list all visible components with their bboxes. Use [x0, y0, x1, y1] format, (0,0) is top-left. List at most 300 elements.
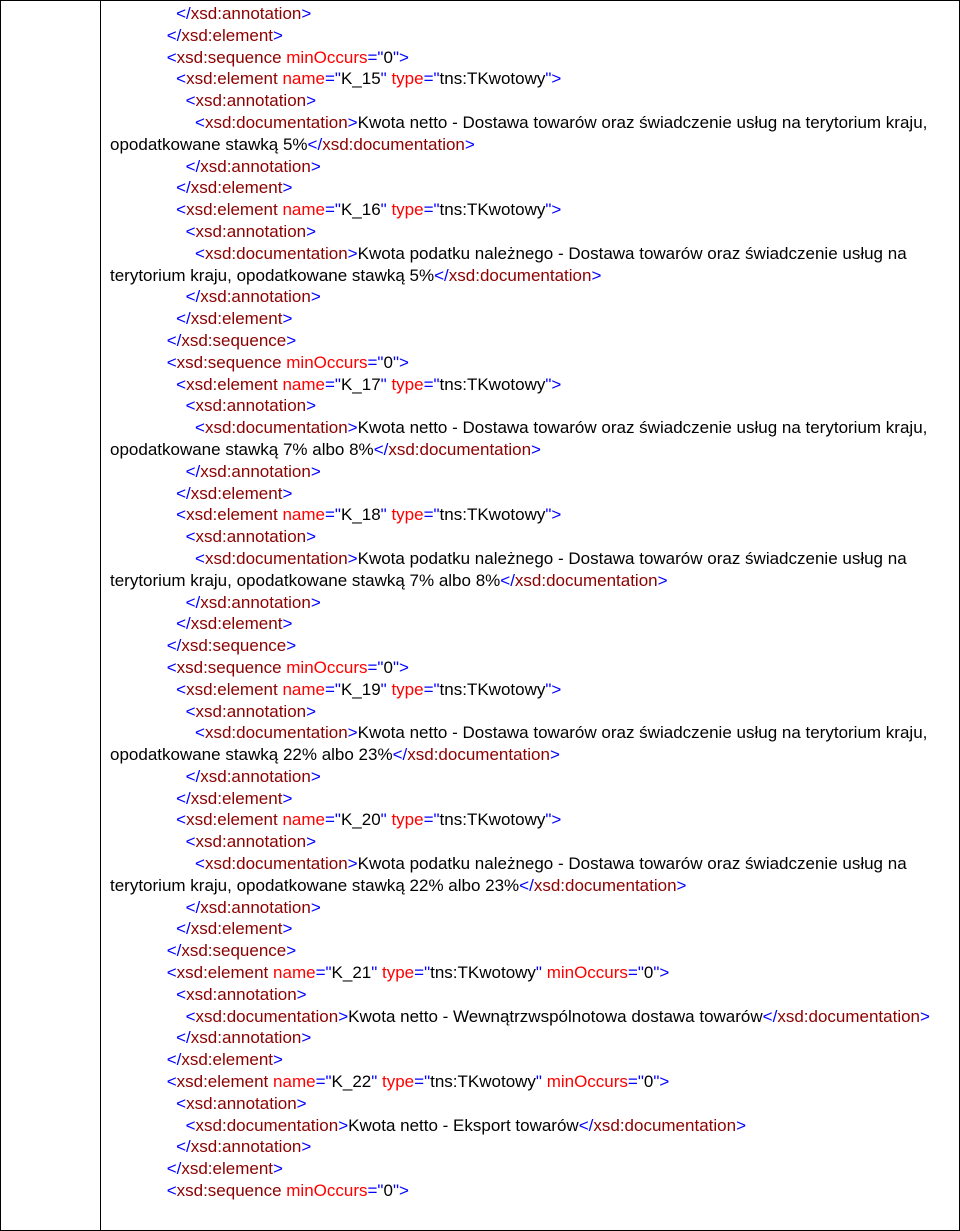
code-token: <: [166, 47, 177, 67]
code-line: [110, 701, 950, 723]
code-token: =": [325, 374, 341, 394]
code-token: xsd:sequence: [176, 1181, 282, 1201]
code-token: </: [185, 592, 201, 612]
code-line: [110, 984, 950, 1006]
code-token: xsd:annotation: [195, 91, 307, 111]
code-token: >: [347, 548, 358, 568]
code-token: ">: [392, 352, 409, 372]
code-token: </: [307, 134, 323, 154]
code-line: [110, 3, 950, 25]
code-token: <: [185, 91, 196, 111]
code-line: [110, 47, 950, 69]
code-token: >: [310, 592, 321, 612]
code-line: [110, 156, 950, 178]
code-token: xsd:documentation: [388, 439, 532, 459]
code-token: xsd:documentation: [195, 1006, 339, 1026]
code-token: ">: [545, 810, 562, 830]
code-token: >: [296, 984, 307, 1004]
code-token: >: [347, 112, 358, 132]
code-token: =": [423, 505, 440, 525]
code-token: minOccurs: [286, 352, 368, 372]
code-token: =": [325, 810, 341, 830]
code-line: [110, 25, 950, 47]
code-line: [110, 1180, 950, 1202]
code-token: ">: [545, 505, 562, 525]
code-token: </: [185, 287, 201, 307]
code-token: <: [176, 984, 187, 1004]
code-token: xsd:element: [190, 919, 283, 939]
code-token: >: [310, 287, 321, 307]
code-line: [110, 504, 950, 526]
code-token: Kwota podatku należnego - Dostawa towarów oraz świadczenie usług na terytorium kraju, opodatkowane stawką 22% albo 23%: [110, 854, 912, 895]
code-token: </: [176, 483, 191, 503]
code-token: xsd:documentation: [407, 745, 550, 765]
code-token: </: [176, 919, 191, 939]
code-token: xsd:annotation: [195, 221, 307, 241]
code-token: <: [185, 701, 196, 721]
code-line: [110, 1136, 950, 1158]
code-line: [110, 199, 950, 221]
code-token: K_16: [340, 200, 381, 220]
code-token: xsd:annotation: [190, 1137, 302, 1157]
code-token: =": [423, 679, 440, 699]
code-line: [110, 352, 950, 374]
code-line: [110, 1093, 950, 1115]
code-token: xsd:documentation: [533, 875, 677, 895]
code-token: >: [310, 897, 321, 917]
code-token: =": [325, 69, 341, 89]
code-token: >: [338, 1006, 349, 1026]
code-token: =": [315, 963, 332, 983]
code-line: [110, 483, 950, 505]
code-token: 0: [383, 1181, 393, 1201]
code-token: xsd:element: [186, 679, 278, 699]
code-token: >: [286, 330, 297, 350]
code-token: xsd:annotation: [195, 701, 307, 721]
code-token: type: [391, 69, 424, 89]
code-token: >: [296, 1093, 307, 1113]
code-token: >: [464, 134, 475, 154]
code-token: </: [166, 636, 182, 656]
code-token: tns:TKwotowy: [439, 374, 546, 394]
code-token: >: [282, 178, 293, 198]
code-token: >: [273, 25, 283, 45]
code-line: [110, 374, 950, 396]
code-token: </: [166, 1159, 182, 1179]
code-line: [110, 657, 950, 679]
code-token: </: [176, 4, 191, 23]
code-token: type: [391, 810, 424, 830]
code-token: >: [301, 4, 312, 23]
code-token: =": [627, 963, 644, 983]
code-token: </: [185, 156, 201, 176]
code-token: K_21: [331, 963, 372, 983]
code-token: </: [166, 330, 182, 350]
code-token: =": [423, 69, 440, 89]
code-token: xsd:sequence: [176, 657, 282, 677]
code-token: xsd:annotation: [200, 592, 311, 612]
code-token: </: [185, 766, 201, 786]
code-token: tns:TKwotowy: [439, 810, 546, 830]
code-token: 0: [643, 1072, 654, 1092]
code-line: [110, 635, 950, 657]
code-token: >: [306, 91, 317, 111]
code-token: type: [382, 1072, 415, 1092]
code-token: ">: [653, 963, 670, 983]
code-token: <: [176, 69, 187, 89]
code-line: [110, 330, 950, 352]
code-token: </: [762, 1006, 778, 1026]
code-token: xsd:annotation: [190, 1028, 302, 1048]
code-token: xsd:element: [181, 1159, 274, 1179]
code-token: Kwota netto - Dostawa towarów oraz świadczenie usług na terytorium kraju, opodatkowane stawką 7% albo 8%: [110, 418, 933, 459]
code-token: name: [273, 963, 316, 983]
code-token: >: [306, 701, 317, 721]
code-token: xsd:element: [186, 69, 278, 89]
code-token: </: [166, 1050, 182, 1070]
code-token: xsd:element: [186, 374, 278, 394]
code-token: =": [367, 352, 384, 372]
code-token: <: [185, 527, 196, 547]
code-token: xsd:element: [190, 788, 283, 808]
code-token: tns:TKwotowy: [439, 505, 546, 525]
code-token: </: [434, 265, 449, 285]
code-token: 0: [383, 657, 393, 677]
code-token: =": [315, 1072, 332, 1092]
code-token: =": [325, 679, 341, 699]
left-column-divider: [100, 0, 101, 1231]
code-token: xsd:element: [190, 178, 283, 198]
code-token: xsd:element: [181, 1050, 274, 1070]
code-token: ": [371, 963, 382, 983]
code-token: xsd:element: [176, 1072, 269, 1092]
code-token: >: [310, 156, 321, 176]
code-token: name: [282, 200, 325, 220]
code-token: xsd:annotation: [200, 897, 311, 917]
code-line: [110, 112, 950, 156]
code-token: <: [195, 548, 205, 568]
code-token: type: [391, 200, 424, 220]
code-token: ": [380, 69, 392, 89]
code-token: K_17: [340, 374, 381, 394]
code-token: ">: [545, 679, 562, 699]
code-token: ">: [392, 1181, 409, 1201]
code-token: ": [380, 374, 392, 394]
code-token: >: [591, 265, 602, 285]
code-token: =": [414, 1072, 431, 1092]
code-token: <: [166, 1072, 177, 1092]
code-token: </: [500, 570, 515, 590]
code-token: <: [185, 1006, 196, 1026]
code-token: xsd:documentation: [204, 243, 348, 263]
code-token: name: [282, 810, 325, 830]
code-token: xsd:annotation: [190, 4, 302, 23]
code-token: xsd:documentation: [514, 570, 658, 590]
code-token: xsd:annotation: [195, 832, 307, 852]
code-token: xsd:element: [186, 200, 278, 220]
code-token: K_19: [340, 679, 381, 699]
code-token: <: [166, 352, 177, 372]
code-token: =": [423, 810, 440, 830]
code-line: [110, 788, 950, 810]
code-token: >: [286, 636, 297, 656]
code-line: [110, 308, 950, 330]
code-line: [110, 1027, 950, 1049]
code-token: </: [519, 875, 534, 895]
code-token: tns:TKwotowy: [439, 200, 546, 220]
code-token: =": [627, 1072, 644, 1092]
code-token: ">: [653, 1072, 670, 1092]
code-token: 0: [383, 47, 393, 67]
code-token: >: [301, 1028, 312, 1048]
code-token: >: [310, 766, 321, 786]
code-line: [110, 679, 950, 701]
code-line: [110, 613, 950, 635]
code-token: xsd:element: [190, 309, 283, 329]
code-token: >: [301, 1137, 312, 1157]
code-token: name: [282, 374, 325, 394]
code-line: [110, 461, 950, 483]
code-token: name: [282, 679, 325, 699]
code-token: <: [176, 810, 187, 830]
code-token: >: [306, 832, 317, 852]
code-line: [110, 243, 950, 287]
code-token: </: [185, 461, 201, 481]
code-token: name: [273, 1072, 316, 1092]
code-token: ": [535, 963, 547, 983]
code-token: >: [286, 941, 297, 961]
code-token: xsd:annotation: [200, 156, 311, 176]
code-token: xsd:annotation: [195, 527, 307, 547]
code-token: </: [578, 1115, 594, 1135]
code-line: [110, 395, 950, 417]
code-line: [110, 1071, 950, 1093]
code-token: >: [306, 221, 317, 241]
code-token: type: [382, 963, 415, 983]
code-token: <: [185, 396, 196, 416]
code-token: </: [176, 178, 191, 198]
code-token: <: [195, 112, 205, 132]
code-token: >: [282, 788, 293, 808]
code-token: >: [282, 309, 293, 329]
code-token: minOccurs: [286, 657, 368, 677]
code-line: [110, 962, 950, 984]
code-token: ": [371, 1072, 382, 1092]
code-token: xsd:sequence: [176, 47, 282, 67]
code-token: <: [176, 505, 187, 525]
code-token: >: [310, 461, 321, 481]
code-token: ": [380, 200, 392, 220]
code-token: xsd:annotation: [186, 984, 297, 1004]
code-token: =": [423, 200, 440, 220]
code-token: >: [282, 483, 293, 503]
code-line: [110, 809, 950, 831]
code-token: xsd:documentation: [593, 1115, 737, 1135]
code-token: >: [549, 745, 560, 765]
code-line: [110, 1158, 950, 1180]
code-token: <: [176, 1093, 187, 1113]
code-token: Kwota netto - Eksport towarów: [348, 1115, 579, 1135]
code-token: >: [306, 527, 317, 547]
code-token: <: [176, 374, 187, 394]
code-token: </: [176, 309, 191, 329]
code-token: xsd:element: [176, 963, 269, 983]
code-token: xsd:documentation: [204, 723, 348, 743]
code-line: [110, 90, 950, 112]
code-token: K_22: [331, 1072, 372, 1092]
code-token: <: [195, 723, 205, 743]
code-token: >: [531, 439, 541, 459]
code-line: [110, 897, 950, 919]
code-line: [110, 286, 950, 308]
code-token: >: [282, 614, 293, 634]
code-token: =": [367, 657, 384, 677]
code-token: <: [176, 200, 187, 220]
code-token: </: [166, 25, 182, 45]
code-token: xsd:element: [190, 614, 283, 634]
code-token: ": [380, 679, 392, 699]
code-token: >: [676, 875, 687, 895]
code-token: =": [367, 1181, 384, 1201]
code-token: >: [347, 854, 358, 874]
code-token: >: [338, 1115, 349, 1135]
code-line: [110, 68, 950, 90]
code-token: xsd:annotation: [200, 461, 311, 481]
code-token: <: [185, 832, 196, 852]
code-token: >: [347, 243, 358, 263]
code-token: <: [166, 963, 177, 983]
code-token: ": [535, 1072, 547, 1092]
code-token: xsd:element: [181, 25, 274, 45]
code-token: </: [176, 614, 191, 634]
code-token: xsd:element: [186, 810, 278, 830]
code-token: <: [195, 854, 205, 874]
code-token: <: [195, 418, 205, 438]
code-token: xsd:annotation: [186, 1093, 297, 1113]
code-token: 0: [383, 352, 393, 372]
code-token: xsd:element: [186, 505, 278, 525]
code-token: minOccurs: [546, 963, 628, 983]
code-token: >: [920, 1006, 930, 1026]
code-token: minOccurs: [546, 1072, 628, 1092]
code-token: ": [380, 810, 392, 830]
code-token: <: [185, 1115, 196, 1135]
code-token: Kwota netto - Dostawa towarów oraz świadczenie usług na terytorium kraju, opodatkowane stawką 22% albo 23%: [110, 723, 933, 765]
code-token: tns:TKwotowy: [439, 69, 546, 89]
code-token: xsd:documentation: [777, 1006, 921, 1026]
code-line: [110, 766, 950, 788]
code-line: [110, 1006, 950, 1028]
code-line: [110, 221, 950, 243]
code-token: xsd:documentation: [204, 418, 348, 438]
code-token: </: [176, 788, 191, 808]
code-token: xsd:documentation: [204, 854, 348, 874]
code-token: minOccurs: [286, 1181, 368, 1201]
code-token: <: [195, 243, 205, 263]
code-line: [110, 831, 950, 853]
code-token: <: [166, 1181, 177, 1201]
code-token: >: [306, 396, 317, 416]
code-token: minOccurs: [286, 47, 368, 67]
code-token: ">: [392, 657, 409, 677]
code-line: [110, 722, 950, 766]
xsd-code-listing: [110, 3, 950, 1202]
code-token: ">: [545, 374, 562, 394]
code-line: [110, 940, 950, 962]
code-line: [110, 548, 950, 592]
code-line: [110, 592, 950, 614]
code-token: xsd:annotation: [200, 766, 311, 786]
code-token: xsd:documentation: [204, 112, 348, 132]
code-token: Kwota podatku należnego - Dostawa towarów oraz świadczenie usług na terytorium kraju, opodatkowane stawką 7% albo 8%: [110, 548, 912, 590]
code-token: xsd:documentation: [204, 548, 348, 568]
code-token: xsd:annotation: [200, 287, 311, 307]
code-line: [110, 853, 950, 897]
code-token: Kwota podatku należnego - Dostawa towarów oraz świadczenie usług na terytorium kraju, opodatkowane stawką 5%: [110, 243, 912, 285]
code-token: tns:TKwotowy: [430, 1072, 536, 1092]
code-token: tns:TKwotowy: [430, 963, 536, 983]
code-token: </: [166, 941, 182, 961]
code-line: [110, 177, 950, 199]
code-token: >: [347, 723, 358, 743]
code-token: Kwota netto - Wewnątrzwspólnotowa dostawa towarów: [348, 1006, 763, 1026]
code-token: >: [282, 919, 293, 939]
code-token: Kwota netto - Dostawa towarów oraz świadczenie usług na terytorium kraju, opodatkowane stawką 5%: [110, 112, 933, 154]
code-token: xsd:documentation: [195, 1115, 339, 1135]
code-token: </: [373, 439, 389, 459]
code-token: ">: [545, 69, 562, 89]
code-token: <: [185, 221, 196, 241]
code-token: =": [423, 374, 440, 394]
code-token: >: [657, 570, 668, 590]
code-token: xsd:element: [190, 483, 283, 503]
code-token: =": [414, 963, 431, 983]
code-token: tns:TKwotowy: [439, 679, 546, 699]
code-line: [110, 918, 950, 940]
code-token: >: [347, 418, 358, 438]
code-token: >: [273, 1050, 283, 1070]
code-token: <: [166, 657, 177, 677]
code-token: K_20: [340, 810, 381, 830]
code-token: xsd:sequence: [181, 330, 287, 350]
code-line: [110, 1115, 950, 1137]
code-token: ">: [392, 47, 409, 67]
code-token: </: [176, 1028, 191, 1048]
code-token: =": [325, 200, 341, 220]
code-token: name: [282, 505, 325, 525]
code-token: ": [380, 505, 392, 525]
code-token: K_15: [340, 69, 381, 89]
code-token: </: [185, 897, 201, 917]
code-token: =": [367, 47, 384, 67]
code-token: >: [736, 1115, 746, 1135]
code-token: type: [391, 679, 424, 699]
code-token: </: [176, 1137, 191, 1157]
code-token: xsd:annotation: [195, 396, 307, 416]
code-token: </: [392, 745, 408, 765]
code-token: xsd:sequence: [176, 352, 282, 372]
code-token: name: [282, 69, 325, 89]
code-token: >: [273, 1159, 283, 1179]
code-token: K_18: [340, 505, 381, 525]
code-line: [110, 526, 950, 548]
code-token: xsd:sequence: [181, 636, 287, 656]
code-token: xsd:documentation: [448, 265, 592, 285]
code-line: [110, 417, 950, 461]
code-token: xsd:sequence: [181, 941, 287, 961]
code-token: type: [391, 374, 424, 394]
code-line: [110, 1049, 950, 1071]
